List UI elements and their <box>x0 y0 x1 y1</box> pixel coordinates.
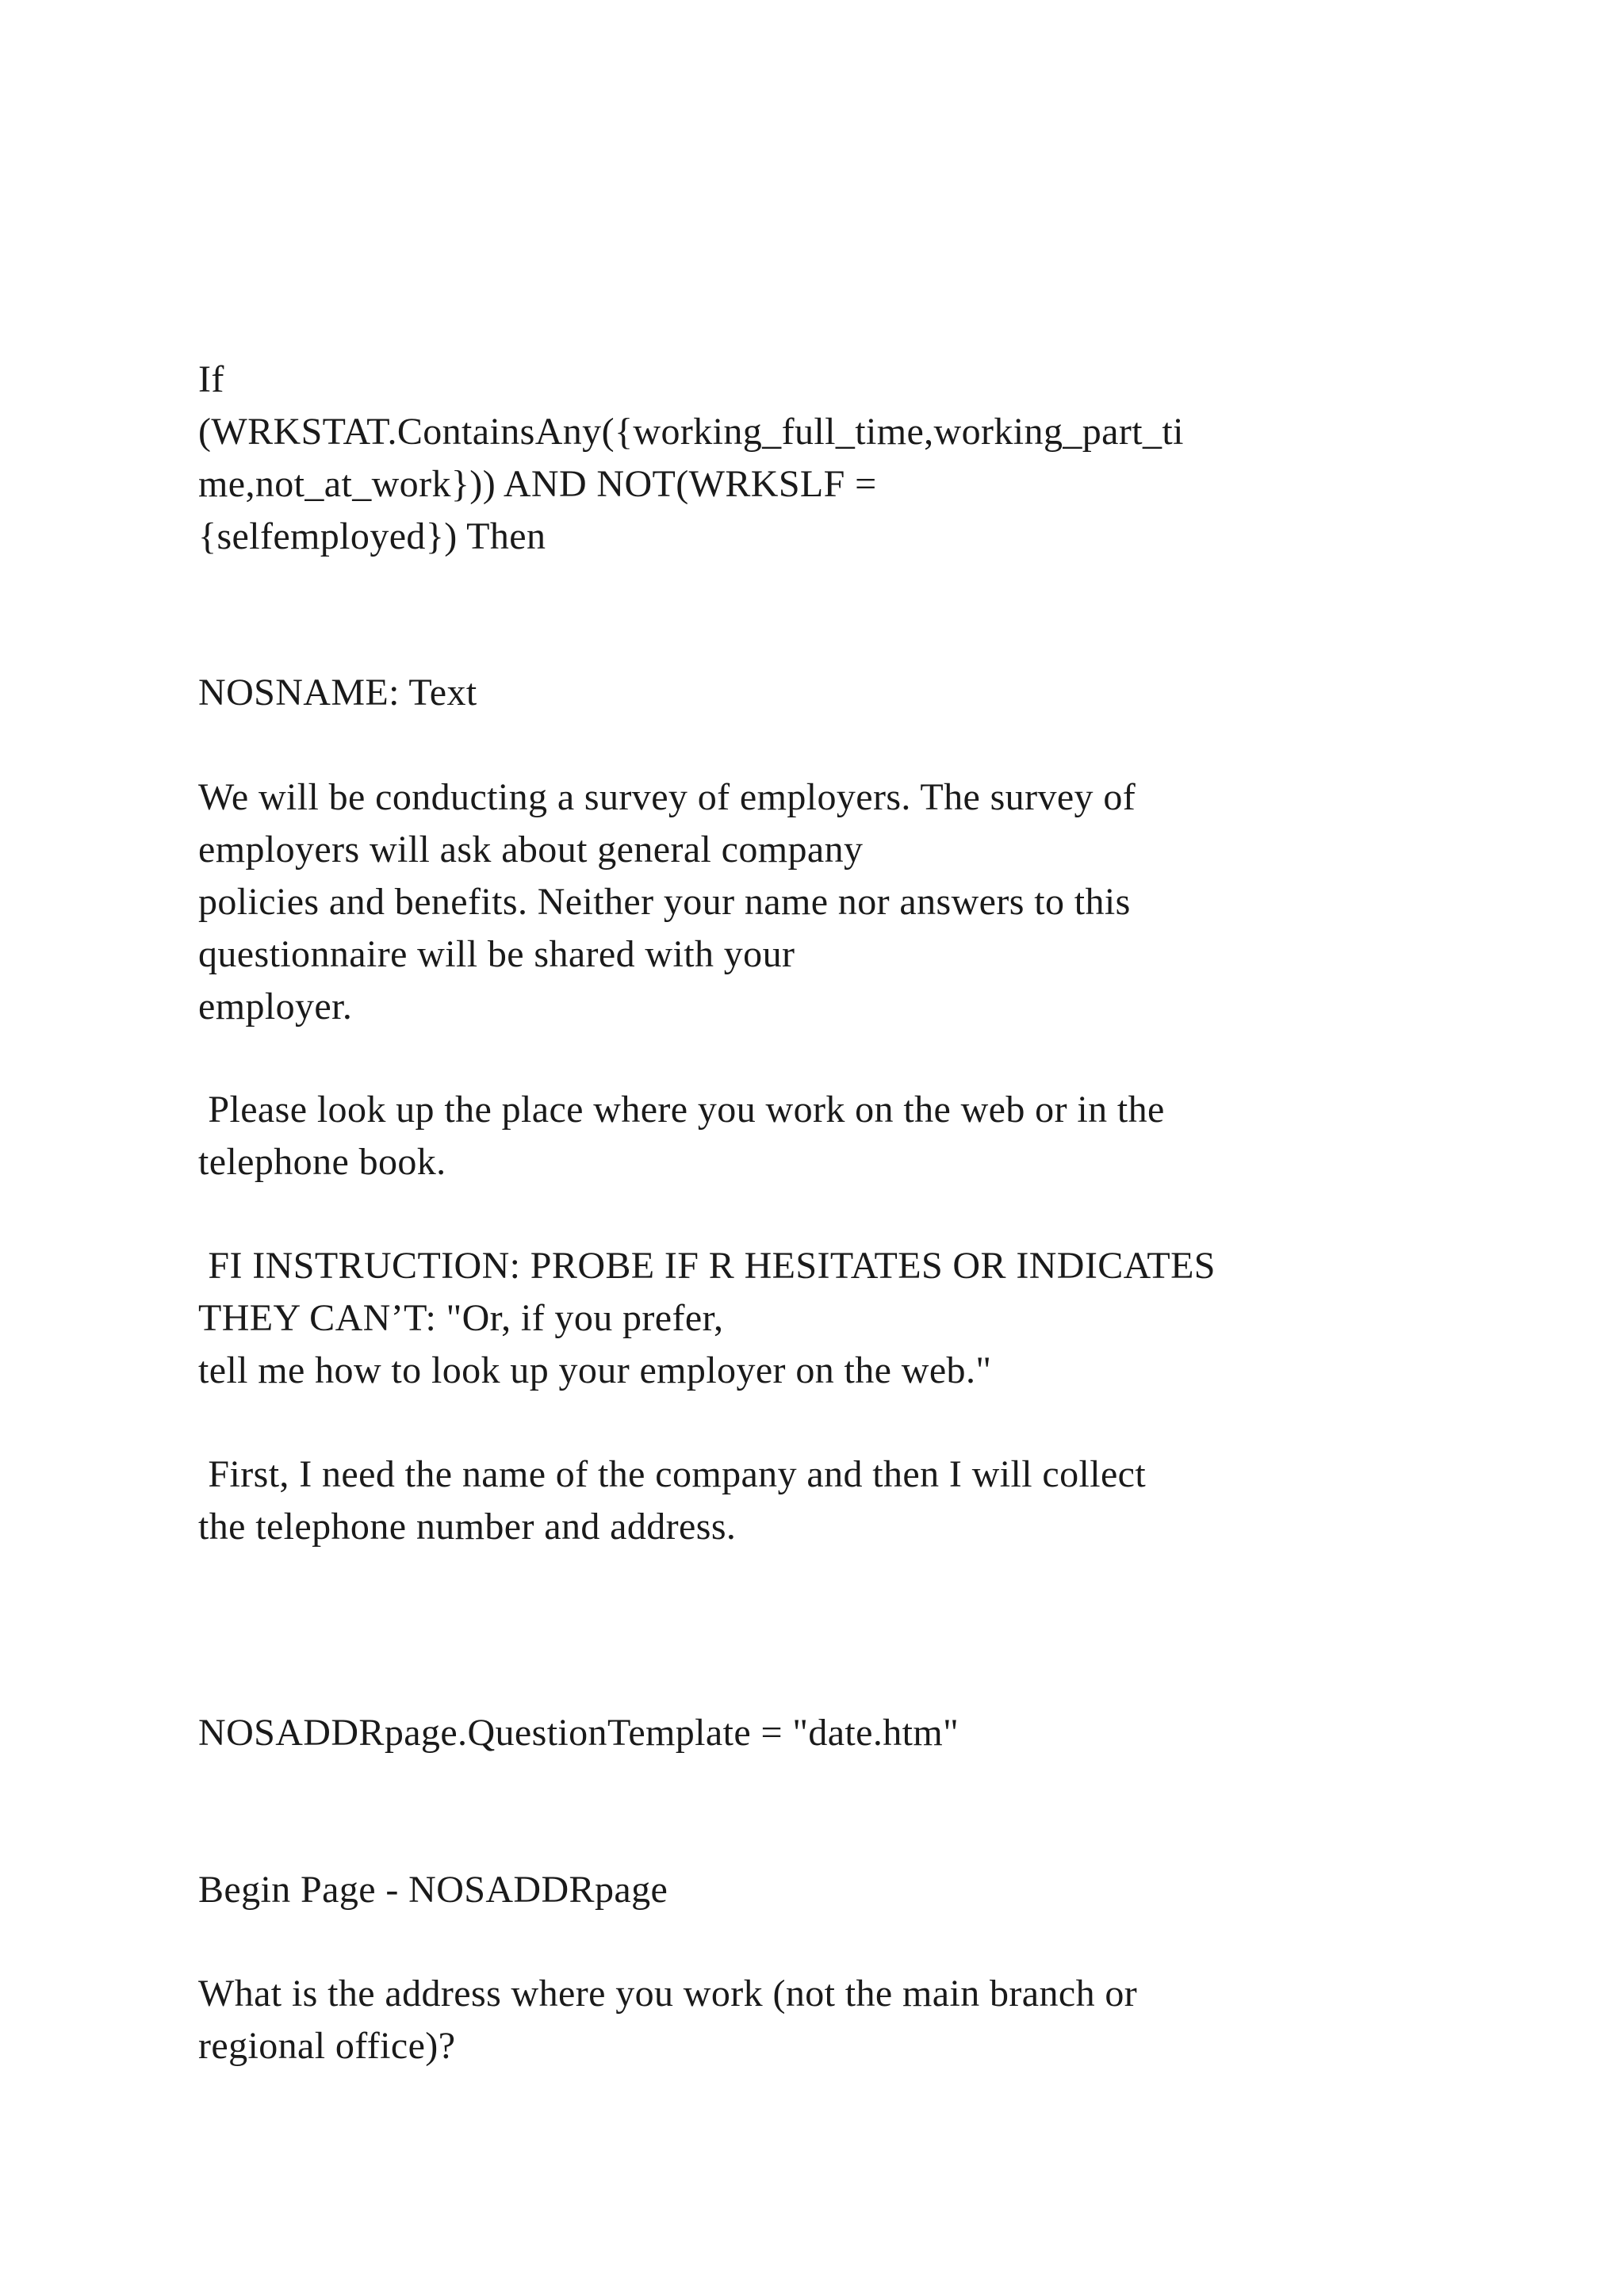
condition-line-2: (WRKSTAT.ContainsAny({working_full_time,working_part_ti <box>198 411 1184 453</box>
first-paragraph-line-1: First, I need the name of the company and then I will collect <box>198 1453 1147 1495</box>
survey-paragraph-line-2: employers will ask about general company <box>198 828 864 871</box>
fi-instruction-line-2: THEY CAN’T: "Or, if you prefer, <box>198 1297 724 1339</box>
condition-line-3: me,not_at_work})) AND NOT(WRKSLF = <box>198 463 877 505</box>
survey-paragraph-line-1: We will be conducting a survey of employers. The survey of <box>198 776 1136 818</box>
survey-paragraph-line-5: employer. <box>198 985 353 1027</box>
question-template-line: NOSADDRpage.QuestionTemplate = "date.htm" <box>198 1712 959 1754</box>
lookup-paragraph-line-1: Please look up the place where you work on the web or in the <box>198 1089 1165 1131</box>
first-paragraph-line-2: the telephone number and address. <box>198 1506 737 1548</box>
fi-instruction-line-3: tell me how to look up your employer on the web." <box>198 1349 992 1391</box>
survey-paragraph-line-4: questionnaire will be shared with your <box>198 933 795 975</box>
condition-line-4: {selfemployed}) Then <box>198 515 546 557</box>
condition-line-1: If <box>198 358 224 400</box>
fi-instruction-line-1: FI INSTRUCTION: PROBE IF R HESITATES OR INDICATES <box>198 1245 1216 1287</box>
address-question-line-1: What is the address where you work (not the main branch or <box>198 1973 1138 2015</box>
address-question-line-2: regional office)? <box>198 2025 456 2067</box>
lookup-paragraph-line-2: telephone book. <box>198 1141 446 1183</box>
nosname-header: NOSNAME: Text <box>198 672 477 714</box>
begin-page-line: Begin Page - NOSADDRpage <box>198 1869 668 1911</box>
survey-paragraph-line-3: policies and benefits. Neither your name nor answers to this <box>198 881 1131 923</box>
